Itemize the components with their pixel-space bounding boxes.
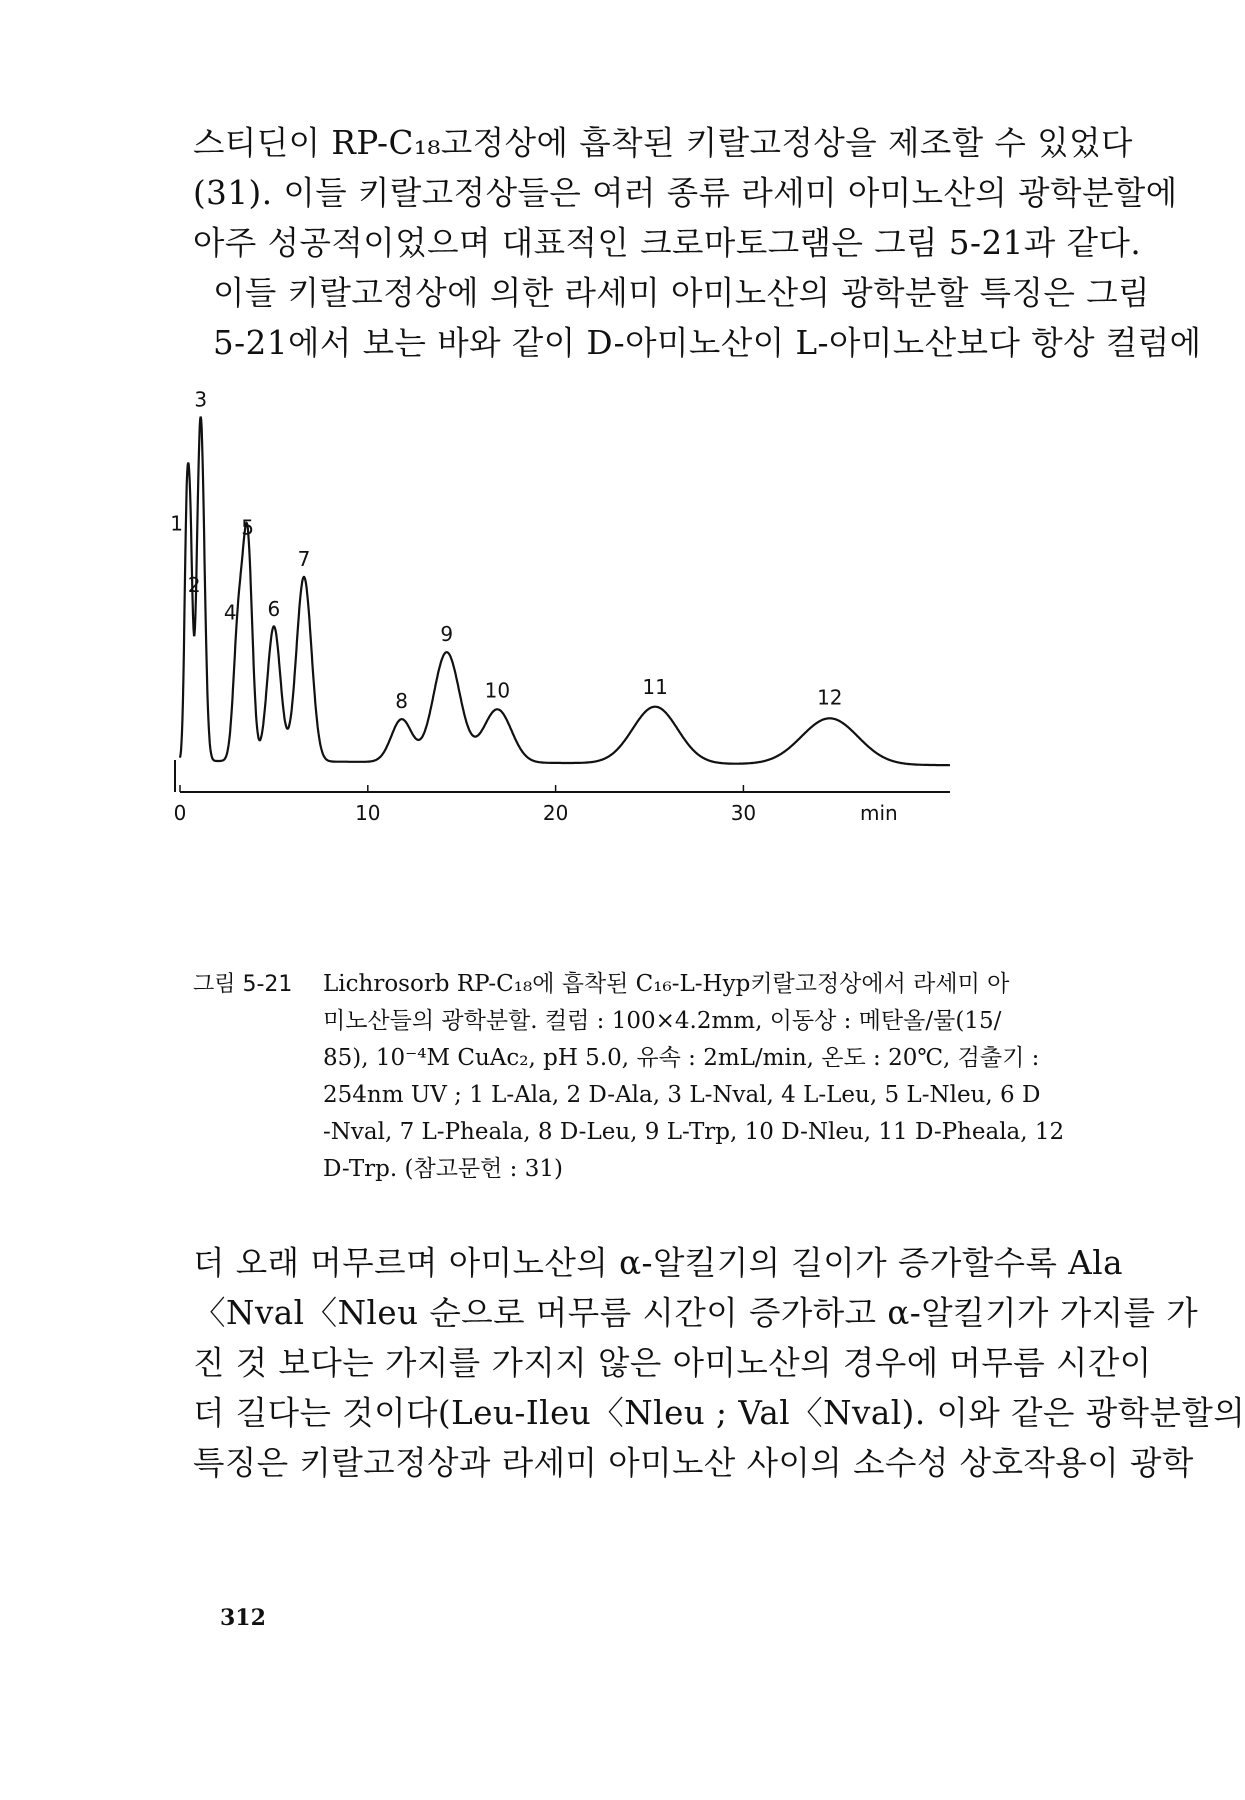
peak-label: 4 [223, 600, 237, 625]
peak-label: 1 [170, 511, 183, 536]
x-axis-unit-label: min [860, 801, 898, 825]
text-line: 진 것 보다는 가지를 가지지 않은 아미노산의 경우에 머무름 시간이 [193, 1344, 1152, 1382]
text-line: 아주 성공적이었으며 대표적인 크로마토그램은 그림 5-21과 같다. [193, 224, 1142, 262]
caption-line: -Nval, 7 L-Pheala, 8 D-Leu, 9 L-Trp, 10 D-Nleu, 11 D-Pheala, 12 [323, 1119, 1065, 1145]
x-tick-label: 0 [173, 801, 187, 825]
chromatogram-trace [180, 417, 950, 766]
text-line: 스티딘이 RP-C₁₈고정상에 흡착된 키랄고정상을 제조할 수 있었다 [193, 124, 1133, 162]
peak-label: 3 [194, 387, 208, 412]
caption-line: Lichrosorb RP-C₁₈에 흡착된 C₁₆-L-Hyp키랄고정상에서 라세미 아 [323, 971, 1010, 997]
paragraph-features [193, 268, 1202, 368]
peak-label: 9 [440, 621, 454, 646]
figure-caption-body [323, 966, 1073, 1188]
peak-label: 10 [484, 678, 511, 703]
text-line: 특징은 키랄고정상과 라세미 아미노산 사이의 소수성 상호작용이 광학 [193, 1444, 1194, 1482]
chromatogram-chart [170, 387, 1100, 950]
x-tick-label: 20 [542, 801, 569, 825]
x-axis [175, 760, 950, 792]
caption-line: 미노산들의 광학분할. 컬럼 : 100×4.2mm, 이동상 : 메탄올/물(15/ [323, 1008, 1002, 1034]
text-line: 더 오래 머무르며 아미노산의 α-알킬기의 길이가 증가할수록 Ala [193, 1244, 1123, 1282]
peak-label: 11 [642, 675, 668, 699]
text-line: 5-21에서 보는 바와 같이 D-아미노산이 L-아미노산보다 항상 컬럼에 [213, 324, 1202, 362]
paragraph-intro [193, 118, 1178, 268]
peak-label: 5 [241, 515, 254, 540]
peak-label: 2 [187, 573, 201, 597]
peak-label: 7 [297, 547, 311, 572]
text-line: (31). 이들 키랄고정상들은 여러 종류 라세미 아미노산의 광학분할에 [193, 174, 1178, 212]
text-line: 〈Nval〈Nleu 순으로 머무름 시간이 증가하고 α-알킬기가 가지를 가 [193, 1294, 1199, 1332]
x-tick-label: 30 [730, 801, 757, 825]
figure-caption-label: 그림 5-21 [193, 972, 293, 997]
text-line: 더 길다는 것이다(Leu-Ileu〈Nleu ; Val〈Nval). 이와 같은 광학분할의 [193, 1394, 1245, 1432]
peak-label: 6 [267, 596, 281, 621]
caption-line: 85), 10⁻⁴M CuAc₂, pH 5.0, 유속 : 2mL/min, 온도 : 20℃, 검출기 : [323, 1045, 1040, 1071]
peak-label: 12 [817, 685, 843, 710]
caption-line: 254nm UV ; 1 L-Ala, 2 D-Ala, 3 L-Nval, 4 L-Leu, 5 L-Nleu, 6 D [323, 1082, 1041, 1108]
x-tick-label: 10 [355, 801, 381, 825]
paragraph-retention [193, 1238, 1245, 1488]
text-line: 이들 키랄고정상에 의한 라세미 아미노산의 광학분할 특징은 그림 [213, 274, 1150, 312]
page-number: 312 [220, 1605, 266, 1631]
peak-label: 8 [395, 689, 408, 714]
caption-line: D-Trp. (참고문헌 : 31) [323, 1156, 563, 1182]
chromatogram-figure [170, 387, 1100, 950]
